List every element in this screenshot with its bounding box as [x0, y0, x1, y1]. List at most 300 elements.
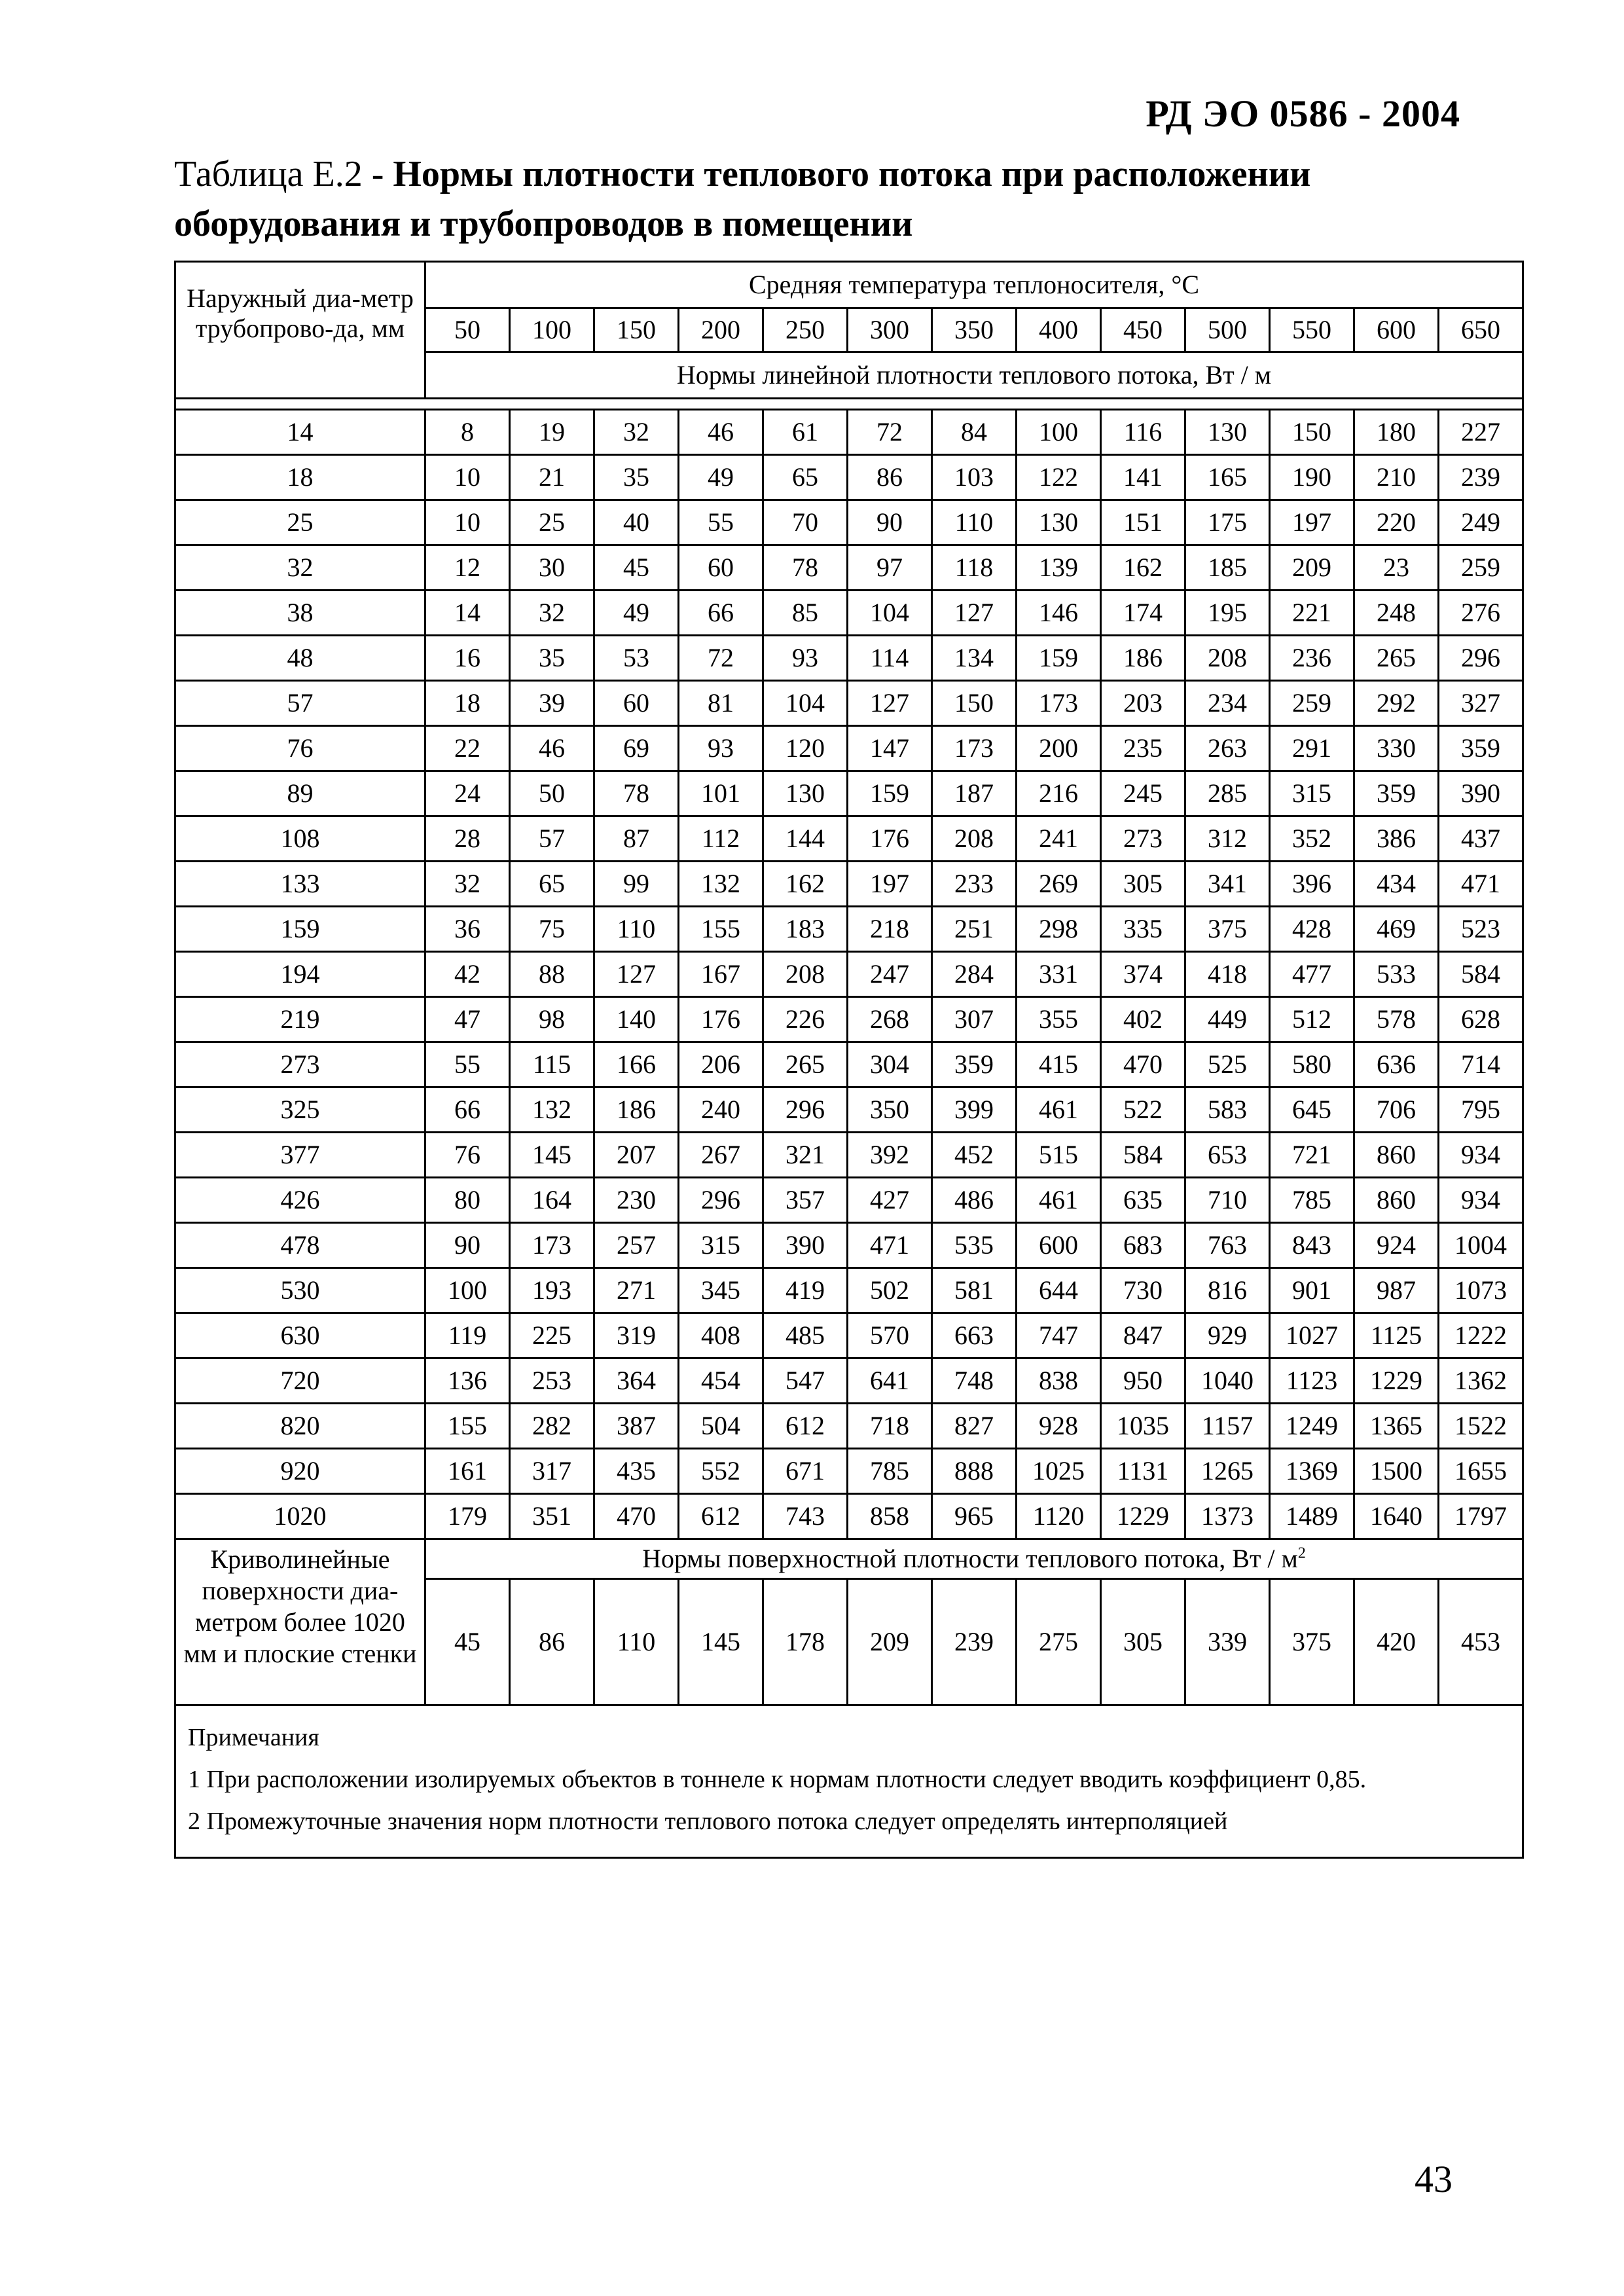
- value-cell: 50: [510, 771, 594, 816]
- value-cell: 415: [1017, 1042, 1101, 1087]
- value-cell: 1073: [1439, 1268, 1523, 1313]
- value-cell: 838: [1017, 1358, 1101, 1404]
- value-cell: 35: [510, 636, 594, 681]
- value-cell: 42: [425, 952, 510, 997]
- value-cell: 18: [425, 681, 510, 726]
- value-cell: 580: [1270, 1042, 1354, 1087]
- table-title-line1: Нормы плотности теплового потока при расположении: [393, 154, 1311, 194]
- value-cell: 150: [932, 681, 1017, 726]
- value-cell: 635: [1101, 1178, 1185, 1223]
- surface-value-cell: 305: [1101, 1579, 1185, 1705]
- value-cell: 49: [679, 455, 763, 500]
- surface-value-cell: 453: [1439, 1579, 1523, 1705]
- value-cell: 273: [1101, 816, 1185, 862]
- heat-flux-table: [174, 261, 1524, 1859]
- value-cell: 162: [763, 862, 848, 907]
- value-cell: 359: [1354, 771, 1439, 816]
- page-number: 43: [1415, 2158, 1453, 2200]
- notes-title: Примечания: [188, 1724, 319, 1751]
- value-cell: 173: [510, 1223, 594, 1268]
- diameter-cell: 18: [175, 455, 425, 500]
- value-cell: 45: [594, 545, 679, 591]
- surface-value-cell: 339: [1185, 1579, 1270, 1705]
- surface-value-cell: 178: [763, 1579, 848, 1705]
- table-title-prefix: Таблица Е.2 -: [174, 154, 393, 194]
- value-cell: 525: [1185, 1042, 1270, 1087]
- value-cell: 470: [594, 1494, 679, 1539]
- value-cell: 66: [679, 591, 763, 636]
- value-cell: 127: [594, 952, 679, 997]
- value-cell: 159: [1017, 636, 1101, 681]
- value-cell: 145: [510, 1133, 594, 1178]
- value-cell: 30: [510, 545, 594, 591]
- temperature-cell: 100: [510, 308, 594, 352]
- temperature-cell: 50: [425, 308, 510, 352]
- value-cell: 743: [763, 1494, 848, 1539]
- value-cell: 350: [848, 1087, 932, 1133]
- table-row: [175, 1313, 1523, 1358]
- value-cell: 461: [1017, 1087, 1101, 1133]
- value-cell: 112: [679, 816, 763, 862]
- value-cell: 24: [425, 771, 510, 816]
- value-cell: 140: [594, 997, 679, 1042]
- value-cell: 1123: [1270, 1358, 1354, 1404]
- value-cell: 748: [932, 1358, 1017, 1404]
- table-row: [175, 862, 1523, 907]
- value-cell: 901: [1270, 1268, 1354, 1313]
- value-cell: 352: [1270, 816, 1354, 862]
- diameter-cell: 377: [175, 1133, 425, 1178]
- value-cell: 785: [1270, 1178, 1354, 1223]
- temperature-cell: 650: [1439, 308, 1523, 352]
- value-cell: 552: [679, 1449, 763, 1494]
- value-cell: 965: [932, 1494, 1017, 1539]
- value-cell: 239: [1439, 455, 1523, 500]
- value-cell: 1249: [1270, 1404, 1354, 1449]
- value-cell: 584: [1439, 952, 1523, 997]
- value-cell: 57: [510, 816, 594, 862]
- value-cell: 86: [848, 455, 932, 500]
- surface-value-cell: 86: [510, 1579, 594, 1705]
- value-cell: 208: [932, 816, 1017, 862]
- value-cell: 434: [1354, 862, 1439, 907]
- value-cell: 65: [763, 455, 848, 500]
- diameter-cell: 38: [175, 591, 425, 636]
- value-cell: 155: [425, 1404, 510, 1449]
- value-cell: 136: [425, 1358, 510, 1404]
- value-cell: 276: [1439, 591, 1523, 636]
- value-cell: 19: [510, 410, 594, 455]
- value-cell: 1222: [1439, 1313, 1523, 1358]
- value-cell: 100: [1017, 410, 1101, 455]
- value-cell: 247: [848, 952, 932, 997]
- table-body: [175, 262, 1523, 1858]
- value-cell: 471: [1439, 862, 1523, 907]
- value-cell: 1500: [1354, 1449, 1439, 1494]
- value-cell: 1120: [1017, 1494, 1101, 1539]
- diameter-header: Наружный диа-метр трубопрово-да, мм: [175, 262, 425, 399]
- value-cell: 271: [594, 1268, 679, 1313]
- value-cell: 221: [1270, 591, 1354, 636]
- value-cell: 115: [510, 1042, 594, 1087]
- value-cell: 257: [594, 1223, 679, 1268]
- value-cell: 298: [1017, 907, 1101, 952]
- value-cell: 1125: [1354, 1313, 1439, 1358]
- value-cell: 53: [594, 636, 679, 681]
- value-cell: 718: [848, 1404, 932, 1449]
- value-cell: 165: [1185, 455, 1270, 500]
- value-cell: 110: [932, 500, 1017, 545]
- value-cell: 1229: [1354, 1358, 1439, 1404]
- surface-header: [425, 1539, 1523, 1579]
- notes-row: [175, 1705, 1523, 1858]
- value-cell: 197: [848, 862, 932, 907]
- value-cell: 180: [1354, 410, 1439, 455]
- value-cell: 860: [1354, 1178, 1439, 1223]
- value-cell: 60: [594, 681, 679, 726]
- value-cell: 763: [1185, 1223, 1270, 1268]
- value-cell: 263: [1185, 726, 1270, 771]
- diameter-cell: 14: [175, 410, 425, 455]
- value-cell: 72: [679, 636, 763, 681]
- surface-header-text: Нормы поверхностной плотности теплового потока, Вт / м: [642, 1544, 1298, 1573]
- value-cell: 570: [848, 1313, 932, 1358]
- value-cell: 470: [1101, 1042, 1185, 1087]
- value-cell: 296: [1439, 636, 1523, 681]
- value-cell: 1035: [1101, 1404, 1185, 1449]
- value-cell: 155: [679, 907, 763, 952]
- value-cell: 75: [510, 907, 594, 952]
- value-cell: 1369: [1270, 1449, 1354, 1494]
- value-cell: 240: [679, 1087, 763, 1133]
- value-cell: 210: [1354, 455, 1439, 500]
- value-cell: 315: [1270, 771, 1354, 816]
- diameter-cell: 108: [175, 816, 425, 862]
- value-cell: 671: [763, 1449, 848, 1494]
- value-cell: 132: [679, 862, 763, 907]
- value-cell: 1362: [1439, 1358, 1523, 1404]
- value-cell: 122: [1017, 455, 1101, 500]
- header-row-temperature: [175, 262, 1523, 308]
- value-cell: 285: [1185, 771, 1270, 816]
- table-row: [175, 455, 1523, 500]
- value-cell: 49: [594, 591, 679, 636]
- temperature-cell: 450: [1101, 308, 1185, 352]
- value-cell: 127: [848, 681, 932, 726]
- value-cell: 119: [425, 1313, 510, 1358]
- value-cell: 93: [679, 726, 763, 771]
- surface-value-cell: 110: [594, 1579, 679, 1705]
- value-cell: 268: [848, 997, 932, 1042]
- header-separator-cell: [175, 399, 1523, 410]
- value-cell: 132: [510, 1087, 594, 1133]
- note-item: 1 При расположении изолируемых объектов в тоннеле к нормам плотности следует вводить коэффициент 0,85.: [188, 1766, 1367, 1793]
- value-cell: 335: [1101, 907, 1185, 952]
- table-row: [175, 500, 1523, 545]
- value-cell: 10: [425, 500, 510, 545]
- value-cell: 795: [1439, 1087, 1523, 1133]
- value-cell: 375: [1185, 907, 1270, 952]
- value-cell: 477: [1270, 952, 1354, 997]
- value-cell: 101: [679, 771, 763, 816]
- value-cell: 10: [425, 455, 510, 500]
- value-cell: 174: [1101, 591, 1185, 636]
- value-cell: 193: [510, 1268, 594, 1313]
- note-item: 2 Промежуточные значения норм плотности теплового потока следует определять интерполяцией: [188, 1808, 1228, 1835]
- diameter-cell: 273: [175, 1042, 425, 1087]
- table-row: [175, 1449, 1523, 1494]
- value-cell: 162: [1101, 545, 1185, 591]
- value-cell: 471: [848, 1223, 932, 1268]
- value-cell: 88: [510, 952, 594, 997]
- diameter-cell: 89: [175, 771, 425, 816]
- value-cell: 987: [1354, 1268, 1439, 1313]
- value-cell: 645: [1270, 1087, 1354, 1133]
- diameter-cell: 194: [175, 952, 425, 997]
- value-cell: 1655: [1439, 1449, 1523, 1494]
- value-cell: 69: [594, 726, 679, 771]
- table-row: [175, 726, 1523, 771]
- table-row: [175, 1494, 1523, 1539]
- table-row: [175, 771, 1523, 816]
- value-cell: 186: [1101, 636, 1185, 681]
- value-cell: 267: [679, 1133, 763, 1178]
- value-cell: 535: [932, 1223, 1017, 1268]
- value-cell: 636: [1354, 1042, 1439, 1087]
- value-cell: 584: [1101, 1133, 1185, 1178]
- value-cell: 207: [594, 1133, 679, 1178]
- value-cell: 200: [1017, 726, 1101, 771]
- value-cell: 399: [932, 1087, 1017, 1133]
- value-cell: 345: [679, 1268, 763, 1313]
- surface-value-cell: 145: [679, 1579, 763, 1705]
- value-cell: 130: [1185, 410, 1270, 455]
- value-cell: 103: [932, 455, 1017, 500]
- value-cell: 8: [425, 410, 510, 455]
- value-cell: 249: [1439, 500, 1523, 545]
- value-cell: 85: [763, 591, 848, 636]
- value-cell: 628: [1439, 997, 1523, 1042]
- value-cell: 305: [1101, 862, 1185, 907]
- diameter-cell: 219: [175, 997, 425, 1042]
- surface-label: Криволинейные поверхности диа-метром более 1020 мм и плоские стенки: [175, 1539, 425, 1705]
- value-cell: 1229: [1101, 1494, 1185, 1539]
- value-cell: 427: [848, 1178, 932, 1223]
- value-cell: 110: [594, 907, 679, 952]
- value-cell: 116: [1101, 410, 1185, 455]
- value-cell: 359: [1439, 726, 1523, 771]
- table-row: [175, 410, 1523, 455]
- diameter-cell: 820: [175, 1404, 425, 1449]
- value-cell: 386: [1354, 816, 1439, 862]
- diameter-cell: 720: [175, 1358, 425, 1404]
- value-cell: 78: [594, 771, 679, 816]
- value-cell: 418: [1185, 952, 1270, 997]
- value-cell: 185: [1185, 545, 1270, 591]
- value-cell: 139: [1017, 545, 1101, 591]
- value-cell: 161: [425, 1449, 510, 1494]
- surface-value-cell: 45: [425, 1579, 510, 1705]
- value-cell: 359: [932, 1042, 1017, 1087]
- value-cell: 390: [763, 1223, 848, 1268]
- value-cell: 22: [425, 726, 510, 771]
- value-cell: 32: [425, 862, 510, 907]
- table-row: [175, 1223, 1523, 1268]
- value-cell: 76: [425, 1133, 510, 1178]
- value-cell: 454: [679, 1358, 763, 1404]
- value-cell: 99: [594, 862, 679, 907]
- value-cell: 141: [1101, 455, 1185, 500]
- value-cell: 16: [425, 636, 510, 681]
- value-cell: 1522: [1439, 1404, 1523, 1449]
- value-cell: 12: [425, 545, 510, 591]
- value-cell: 236: [1270, 636, 1354, 681]
- table-row: [175, 952, 1523, 997]
- value-cell: 461: [1017, 1178, 1101, 1223]
- value-cell: 104: [848, 591, 932, 636]
- value-cell: 100: [425, 1268, 510, 1313]
- table-row: [175, 1404, 1523, 1449]
- value-cell: 710: [1185, 1178, 1270, 1223]
- value-cell: 248: [1354, 591, 1439, 636]
- table-row: [175, 636, 1523, 681]
- value-cell: 55: [425, 1042, 510, 1087]
- value-cell: 28: [425, 816, 510, 862]
- value-cell: 61: [763, 410, 848, 455]
- value-cell: 90: [425, 1223, 510, 1268]
- value-cell: 435: [594, 1449, 679, 1494]
- value-cell: 81: [679, 681, 763, 726]
- value-cell: 104: [763, 681, 848, 726]
- value-cell: 151: [1101, 500, 1185, 545]
- value-cell: 683: [1101, 1223, 1185, 1268]
- surface-header-row: [175, 1539, 1523, 1579]
- value-cell: 390: [1439, 771, 1523, 816]
- value-cell: 230: [594, 1178, 679, 1223]
- value-cell: 600: [1017, 1223, 1101, 1268]
- diameter-cell: 630: [175, 1313, 425, 1358]
- value-cell: 843: [1270, 1223, 1354, 1268]
- table-row: [175, 1358, 1523, 1404]
- value-cell: 523: [1439, 907, 1523, 952]
- value-cell: 392: [848, 1133, 932, 1178]
- value-cell: 1365: [1354, 1404, 1439, 1449]
- document-code: РД ЭО 0586 - 2004: [1146, 92, 1460, 135]
- value-cell: 167: [679, 952, 763, 997]
- value-cell: 387: [594, 1404, 679, 1449]
- value-cell: 235: [1101, 726, 1185, 771]
- value-cell: 40: [594, 500, 679, 545]
- diameter-cell: 1020: [175, 1494, 425, 1539]
- value-cell: 65: [510, 862, 594, 907]
- value-cell: 208: [763, 952, 848, 997]
- value-cell: 176: [679, 997, 763, 1042]
- value-cell: 504: [679, 1404, 763, 1449]
- value-cell: 208: [1185, 636, 1270, 681]
- temperature-cell: 500: [1185, 308, 1270, 352]
- value-cell: 284: [932, 952, 1017, 997]
- value-cell: 341: [1185, 862, 1270, 907]
- value-cell: 197: [1270, 500, 1354, 545]
- value-cell: 721: [1270, 1133, 1354, 1178]
- temperature-header: Средняя температура теплоносителя, °С: [425, 262, 1523, 308]
- surface-value-cell: 275: [1017, 1579, 1101, 1705]
- value-cell: 220: [1354, 500, 1439, 545]
- value-cell: 396: [1270, 862, 1354, 907]
- value-cell: 134: [932, 636, 1017, 681]
- value-cell: 146: [1017, 591, 1101, 636]
- value-cell: 452: [932, 1133, 1017, 1178]
- table-row: [175, 1178, 1523, 1223]
- value-cell: 1265: [1185, 1449, 1270, 1494]
- value-cell: 1131: [1101, 1449, 1185, 1494]
- surface-value-cell: 209: [848, 1579, 932, 1705]
- value-cell: 55: [679, 500, 763, 545]
- temperature-cell: 150: [594, 308, 679, 352]
- value-cell: 304: [848, 1042, 932, 1087]
- value-cell: 233: [932, 862, 1017, 907]
- value-cell: 785: [848, 1449, 932, 1494]
- value-cell: 1004: [1439, 1223, 1523, 1268]
- table-row: [175, 1042, 1523, 1087]
- value-cell: 512: [1270, 997, 1354, 1042]
- notes-cell: [175, 1705, 1523, 1858]
- value-cell: 183: [763, 907, 848, 952]
- value-cell: 241: [1017, 816, 1101, 862]
- value-cell: 419: [763, 1268, 848, 1313]
- value-cell: 218: [848, 907, 932, 952]
- value-cell: 234: [1185, 681, 1270, 726]
- value-cell: 357: [763, 1178, 848, 1223]
- value-cell: 327: [1439, 681, 1523, 726]
- value-cell: 21: [510, 455, 594, 500]
- value-cell: 858: [848, 1494, 932, 1539]
- value-cell: 23: [1354, 545, 1439, 591]
- value-cell: 1025: [1017, 1449, 1101, 1494]
- surface-value-cell: 239: [932, 1579, 1017, 1705]
- table-row: [175, 997, 1523, 1042]
- diameter-cell: 32: [175, 545, 425, 591]
- value-cell: 80: [425, 1178, 510, 1223]
- value-cell: 47: [425, 997, 510, 1042]
- value-cell: 1027: [1270, 1313, 1354, 1358]
- diameter-cell: 48: [175, 636, 425, 681]
- value-cell: 253: [510, 1358, 594, 1404]
- value-cell: 130: [1017, 500, 1101, 545]
- value-cell: 1489: [1270, 1494, 1354, 1539]
- value-cell: 203: [1101, 681, 1185, 726]
- value-cell: 934: [1439, 1133, 1523, 1178]
- value-cell: 533: [1354, 952, 1439, 997]
- value-cell: 46: [679, 410, 763, 455]
- value-cell: 259: [1439, 545, 1523, 591]
- value-cell: 469: [1354, 907, 1439, 952]
- value-cell: 486: [932, 1178, 1017, 1223]
- value-cell: 296: [679, 1178, 763, 1223]
- value-cell: 282: [510, 1404, 594, 1449]
- temperature-cell: 300: [848, 308, 932, 352]
- diameter-cell: 159: [175, 907, 425, 952]
- value-cell: 93: [763, 636, 848, 681]
- value-cell: 307: [932, 997, 1017, 1042]
- value-cell: 428: [1270, 907, 1354, 952]
- value-cell: 860: [1354, 1133, 1439, 1178]
- value-cell: 216: [1017, 771, 1101, 816]
- table-row: [175, 591, 1523, 636]
- value-cell: 66: [425, 1087, 510, 1133]
- value-cell: 32: [594, 410, 679, 455]
- value-cell: 120: [763, 726, 848, 771]
